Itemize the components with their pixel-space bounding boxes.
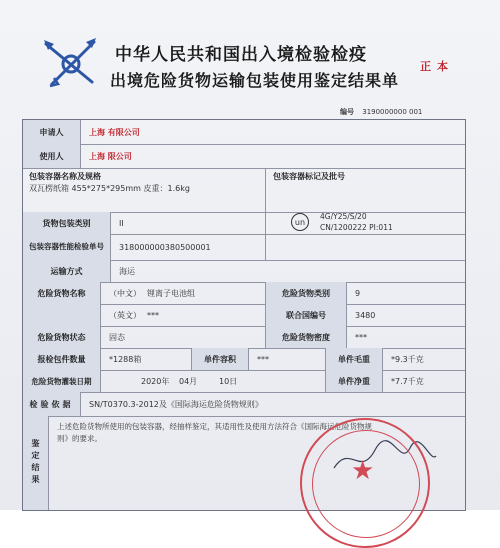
title-line-1: 中华人民共和国出入境检验检疫 [115, 45, 367, 65]
volume-value: *** [257, 354, 269, 364]
filling-date-row [23, 370, 465, 393]
filling-date-label: 危险货物灌装日期 [23, 370, 101, 392]
un-number-label: 联合国编号 [265, 304, 347, 326]
transport-row [23, 260, 465, 283]
goods-cn-value: 锂离子电池组 [147, 288, 195, 298]
basis-label: 检验依据 [23, 392, 81, 416]
quantity-value: *1288箱 [109, 354, 142, 364]
transport-label: 运输方式 [23, 260, 111, 282]
package-mark-block [290, 210, 460, 246]
transport-value: 海运 [119, 266, 135, 276]
goods-en-value: *** [147, 310, 159, 320]
filling-date-month: 04月 [179, 376, 198, 386]
state-value: 固态 [109, 332, 125, 342]
package-mark-line-1: 4G/Y25/S/20 [320, 212, 367, 221]
hazard-class-label: 危险货物类别 [265, 282, 347, 304]
filling-date-day: 10日 [219, 376, 238, 386]
category-label: 货物包装类别 [23, 212, 111, 234]
basis-row [23, 392, 465, 417]
basis-value: SN/T0370.3-2012及《国际海运危险货物规则》 [89, 399, 263, 409]
un-number-value: 3480 [355, 310, 376, 320]
package-name-value: 双瓦楞纸箱 455*275*295mm 皮重：1.6kg [29, 183, 190, 193]
original-copy-mark: 正本 [420, 60, 454, 73]
filling-date-year: 2020年 [141, 376, 170, 386]
user-label: 使用人 [23, 144, 81, 168]
applicant-label: 申请人 [23, 120, 81, 144]
seal-star-icon: ★ [351, 456, 375, 486]
user-row [23, 144, 465, 169]
package-name-label: 包装容器名称及规格 [29, 171, 101, 181]
net-weight-value: *7.7千克 [391, 376, 424, 386]
performance-label: 包装容器性能检验单号 [23, 234, 111, 260]
result-text-1: 上述危险货物所使用的包装容器，经抽样鉴定，其适用性及使用方法符合《国际海运危险货物规 [57, 421, 372, 431]
applicant-value: 上海 有限公司 [89, 127, 140, 137]
user-value: 上海 限公司 [89, 151, 132, 161]
applicant-row [23, 120, 465, 145]
official-seal [300, 418, 430, 548]
package-mark-line-2: CN/1200222 PI:011 [320, 223, 393, 232]
quantity-row [23, 348, 465, 371]
certificate-number [340, 107, 422, 117]
goods-cn-row [23, 282, 465, 305]
un-mark-icon [290, 212, 310, 232]
result-text-2: 则》的要求。 [57, 433, 102, 443]
cert-no-label: 编号 [340, 108, 354, 116]
performance-value: 318000000380500001 [119, 242, 211, 252]
result-label: 鉴定结果 [23, 416, 49, 510]
density-label: 危险货物密度 [265, 326, 347, 348]
quantity-label: 报检包件数量 [23, 348, 101, 370]
cert-no-value: 3190000000 001 [362, 108, 423, 116]
state-row [23, 326, 465, 349]
package-row [23, 168, 465, 213]
goods-en-label: （英文） [109, 310, 141, 320]
package-mark-label: 包装容器标记及批号 [273, 171, 345, 181]
hazard-class-value: 9 [355, 288, 361, 298]
gross-weight-value: *9.3千克 [391, 354, 424, 364]
density-value: *** [355, 332, 367, 342]
goods-name-label: 危险货物名称 [23, 282, 101, 304]
goods-en-row [23, 304, 465, 327]
volume-label: 单件容积 [191, 348, 249, 370]
gross-weight-label: 单件毛重 [325, 348, 383, 370]
goods-cn-label: （中文） [109, 288, 141, 298]
ciq-emblem-icon [38, 34, 104, 90]
state-label: 危险货物状态 [23, 326, 101, 348]
svg-text:un: un [294, 218, 306, 227]
category-value: II [119, 218, 124, 228]
net-weight-label: 单件净重 [325, 370, 383, 392]
title-line-2: 出境危险货物运输包装使用鉴定结果单 [110, 71, 400, 90]
